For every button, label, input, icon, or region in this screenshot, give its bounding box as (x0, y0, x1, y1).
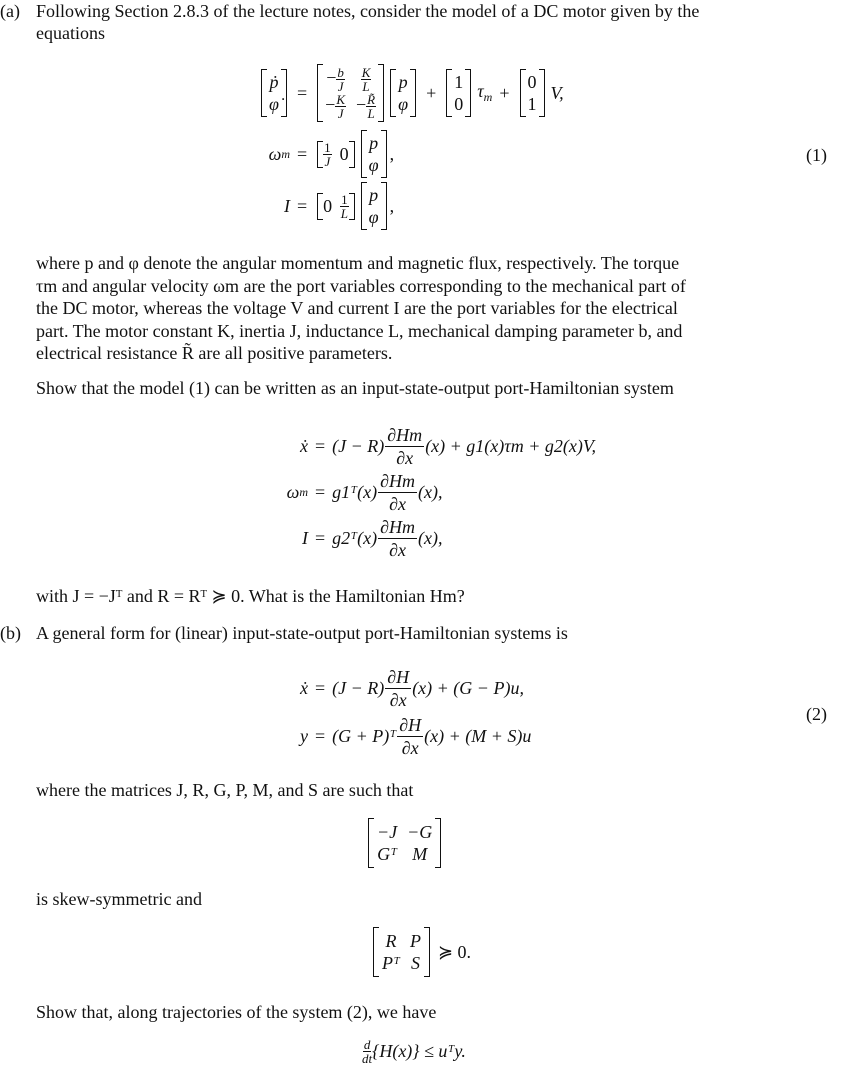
math-text: φ (368, 207, 379, 227)
math-text: = (315, 528, 326, 548)
math-text: = (315, 436, 326, 456)
part-a-show-statement: Show that the model (1) can be written as an input-state-output port-Hamiltonian system (36, 378, 674, 398)
math-text: 0 (454, 94, 464, 114)
math-text: g2ᵀ(x) (332, 528, 378, 548)
eq1-current-output (0, 182, 394, 230)
voltage: V, (550, 82, 564, 103)
math-text: K (336, 92, 345, 107)
math-text: P (409, 931, 421, 951)
math-text: ω (268, 143, 282, 164)
paragraph-line-4: part. The motor constant K, inertia J, inductance L, mechanical damping parameter b, and (36, 321, 683, 341)
math-text: m (281, 146, 290, 161)
a12 (361, 66, 372, 93)
torque (477, 81, 492, 105)
paragraph-line-1: where p and φ denote the angular momentum and magnetic flux, respectively. The torque (36, 253, 680, 273)
ph-omega-output (0, 470, 442, 515)
psd-matrix (370, 927, 471, 977)
math-text: − (325, 94, 336, 115)
math-text: (x), (418, 528, 443, 548)
math-text: (J − R) (332, 436, 385, 456)
math-text: ∂x (389, 494, 406, 514)
math-text: 1 (527, 94, 537, 114)
math-text: K (361, 65, 371, 80)
equation-number-1: (1) (806, 145, 827, 165)
system-matrix (317, 64, 384, 122)
final-inequality (362, 1038, 466, 1065)
math-text: τ (477, 81, 484, 101)
part-a-question: with J = −Jᵀ and R = Rᵀ ≽ 0. What is the Hamiltonian Hm? (36, 586, 465, 606)
math-text: Pᵀ (382, 953, 400, 973)
math-text: S (410, 953, 420, 973)
math-text: −J (377, 822, 398, 842)
math-text: (x) + g1(x)τm + g2(x)V, (425, 436, 597, 456)
comma: , (389, 143, 395, 164)
math-text: ∂x (389, 540, 406, 560)
math-text: I (284, 195, 290, 216)
eq2-state-equation (0, 666, 524, 711)
math-text: R̃ (367, 92, 376, 107)
output-matrix-2 (317, 193, 355, 220)
output-matrix-1 (317, 141, 355, 168)
paragraph-line-2: τm and angular velocity ωm are the port variables corresponding to the mechanical part of (36, 276, 686, 296)
skew-symmetric-matrix (365, 818, 444, 868)
math-text: ∂H (387, 667, 410, 687)
math-text: Gᵀ (377, 844, 398, 864)
math-text: ∂x (389, 690, 407, 710)
part-b-where: where the matrices J, R, G, P, M, and S are such that (36, 780, 414, 800)
plus: + (426, 82, 437, 103)
math-text: M (412, 844, 428, 864)
math-text: 0 (527, 72, 537, 92)
math-text: ∂x (396, 448, 414, 468)
paragraph-line-3: the DC motor, whereas the voltage V and current I are the port variables for the electrical (36, 298, 678, 318)
math-text: m (299, 485, 308, 499)
math-text: p (369, 133, 379, 153)
ph-current-output (0, 516, 442, 561)
math-text: (J − R) (332, 678, 385, 698)
state-vector (390, 69, 416, 117)
part-b-show-statement: Show that, along trajectories of the system (2), we have (36, 1002, 437, 1022)
paragraph-line-5: electrical resistance R̃ are all positive parameters. (36, 343, 393, 363)
math-text: ∂H (399, 715, 422, 735)
p-dot: ṗ (269, 72, 279, 92)
math-text: φ (368, 155, 379, 175)
math-text: L (362, 79, 370, 94)
math-text: = (315, 482, 326, 502)
math-text: ∂Hm (380, 517, 415, 537)
a21 (325, 93, 346, 120)
math-text: 0 (323, 196, 333, 216)
math-text: (G + P)ᵀ (332, 726, 397, 746)
math-text: L (340, 205, 349, 221)
math-text: g1ᵀ(x) (332, 482, 378, 502)
math-text: (x) + (G − P)u, (412, 678, 524, 698)
math-text: R (385, 931, 397, 951)
eq2-output-equation (0, 714, 531, 759)
math-text: J (337, 79, 344, 94)
math-text: φ (398, 94, 409, 114)
math-text: y (300, 726, 308, 746)
math-text: {H(x)} ≤ uᵀy. (372, 1041, 466, 1061)
math-text: J (324, 153, 331, 169)
math-text: b (337, 65, 344, 80)
skew-symmetric-text: is skew-symmetric and (36, 889, 202, 909)
ph-state-equation (0, 424, 596, 469)
part-a-label: (a) (0, 1, 20, 21)
math-text: − (355, 94, 367, 115)
math-text: m (483, 90, 493, 104)
math-text: ∂Hm (387, 425, 423, 445)
math-text: ω (286, 482, 300, 502)
part-a-intro-line-1: Following Section 2.8.3 of the lecture notes, consider the model of a DC motor given by the (36, 1, 700, 21)
math-text: 1 (324, 139, 331, 155)
math-text: p (398, 72, 408, 92)
math-text: p (369, 185, 379, 205)
eq1-state-equation (0, 64, 564, 122)
math-text: (x), (418, 482, 443, 502)
math-text: = (315, 678, 326, 698)
part-b-intro: A general form for (linear) input-state-output port-Hamiltonian systems is (36, 623, 568, 643)
part-a-intro-line-2: equations (36, 23, 105, 43)
a11 (326, 66, 345, 93)
state-vector (361, 182, 387, 230)
math-text: L (367, 106, 375, 121)
part-b-label: (b) (0, 623, 21, 643)
math-text: I (302, 528, 308, 548)
math-text: − (326, 67, 337, 88)
eq1-omega-output (0, 130, 394, 178)
psd-inequality: ≽ 0. (437, 941, 472, 962)
input-vector-2 (520, 69, 545, 117)
math-text: ∂Hm (380, 471, 415, 491)
math-text: = (315, 726, 326, 746)
equation-number-2: (2) (806, 704, 827, 724)
state-derivative-vector (261, 69, 287, 117)
input-vector-1 (446, 69, 471, 117)
math-text: J (337, 106, 344, 121)
equals: = (297, 82, 308, 103)
equals: = (297, 195, 308, 216)
plus: + (499, 82, 510, 103)
phi-dot: φ̇ (269, 94, 279, 114)
math-text: ẋ (300, 678, 308, 698)
math-text: d (363, 1037, 371, 1052)
math-text: 0 (339, 144, 349, 164)
math-text: ẋ (300, 436, 308, 456)
equals: = (297, 143, 308, 164)
math-text: 1 (454, 72, 464, 92)
math-text: −G (407, 822, 433, 842)
math-text: ∂x (401, 738, 419, 758)
math-text: (x) + (M + S)u (424, 726, 532, 746)
a22 (356, 93, 376, 120)
comma: , (389, 195, 395, 216)
math-text: 1 (341, 191, 348, 207)
state-vector (361, 130, 387, 178)
math-text: dt (362, 1051, 373, 1066)
